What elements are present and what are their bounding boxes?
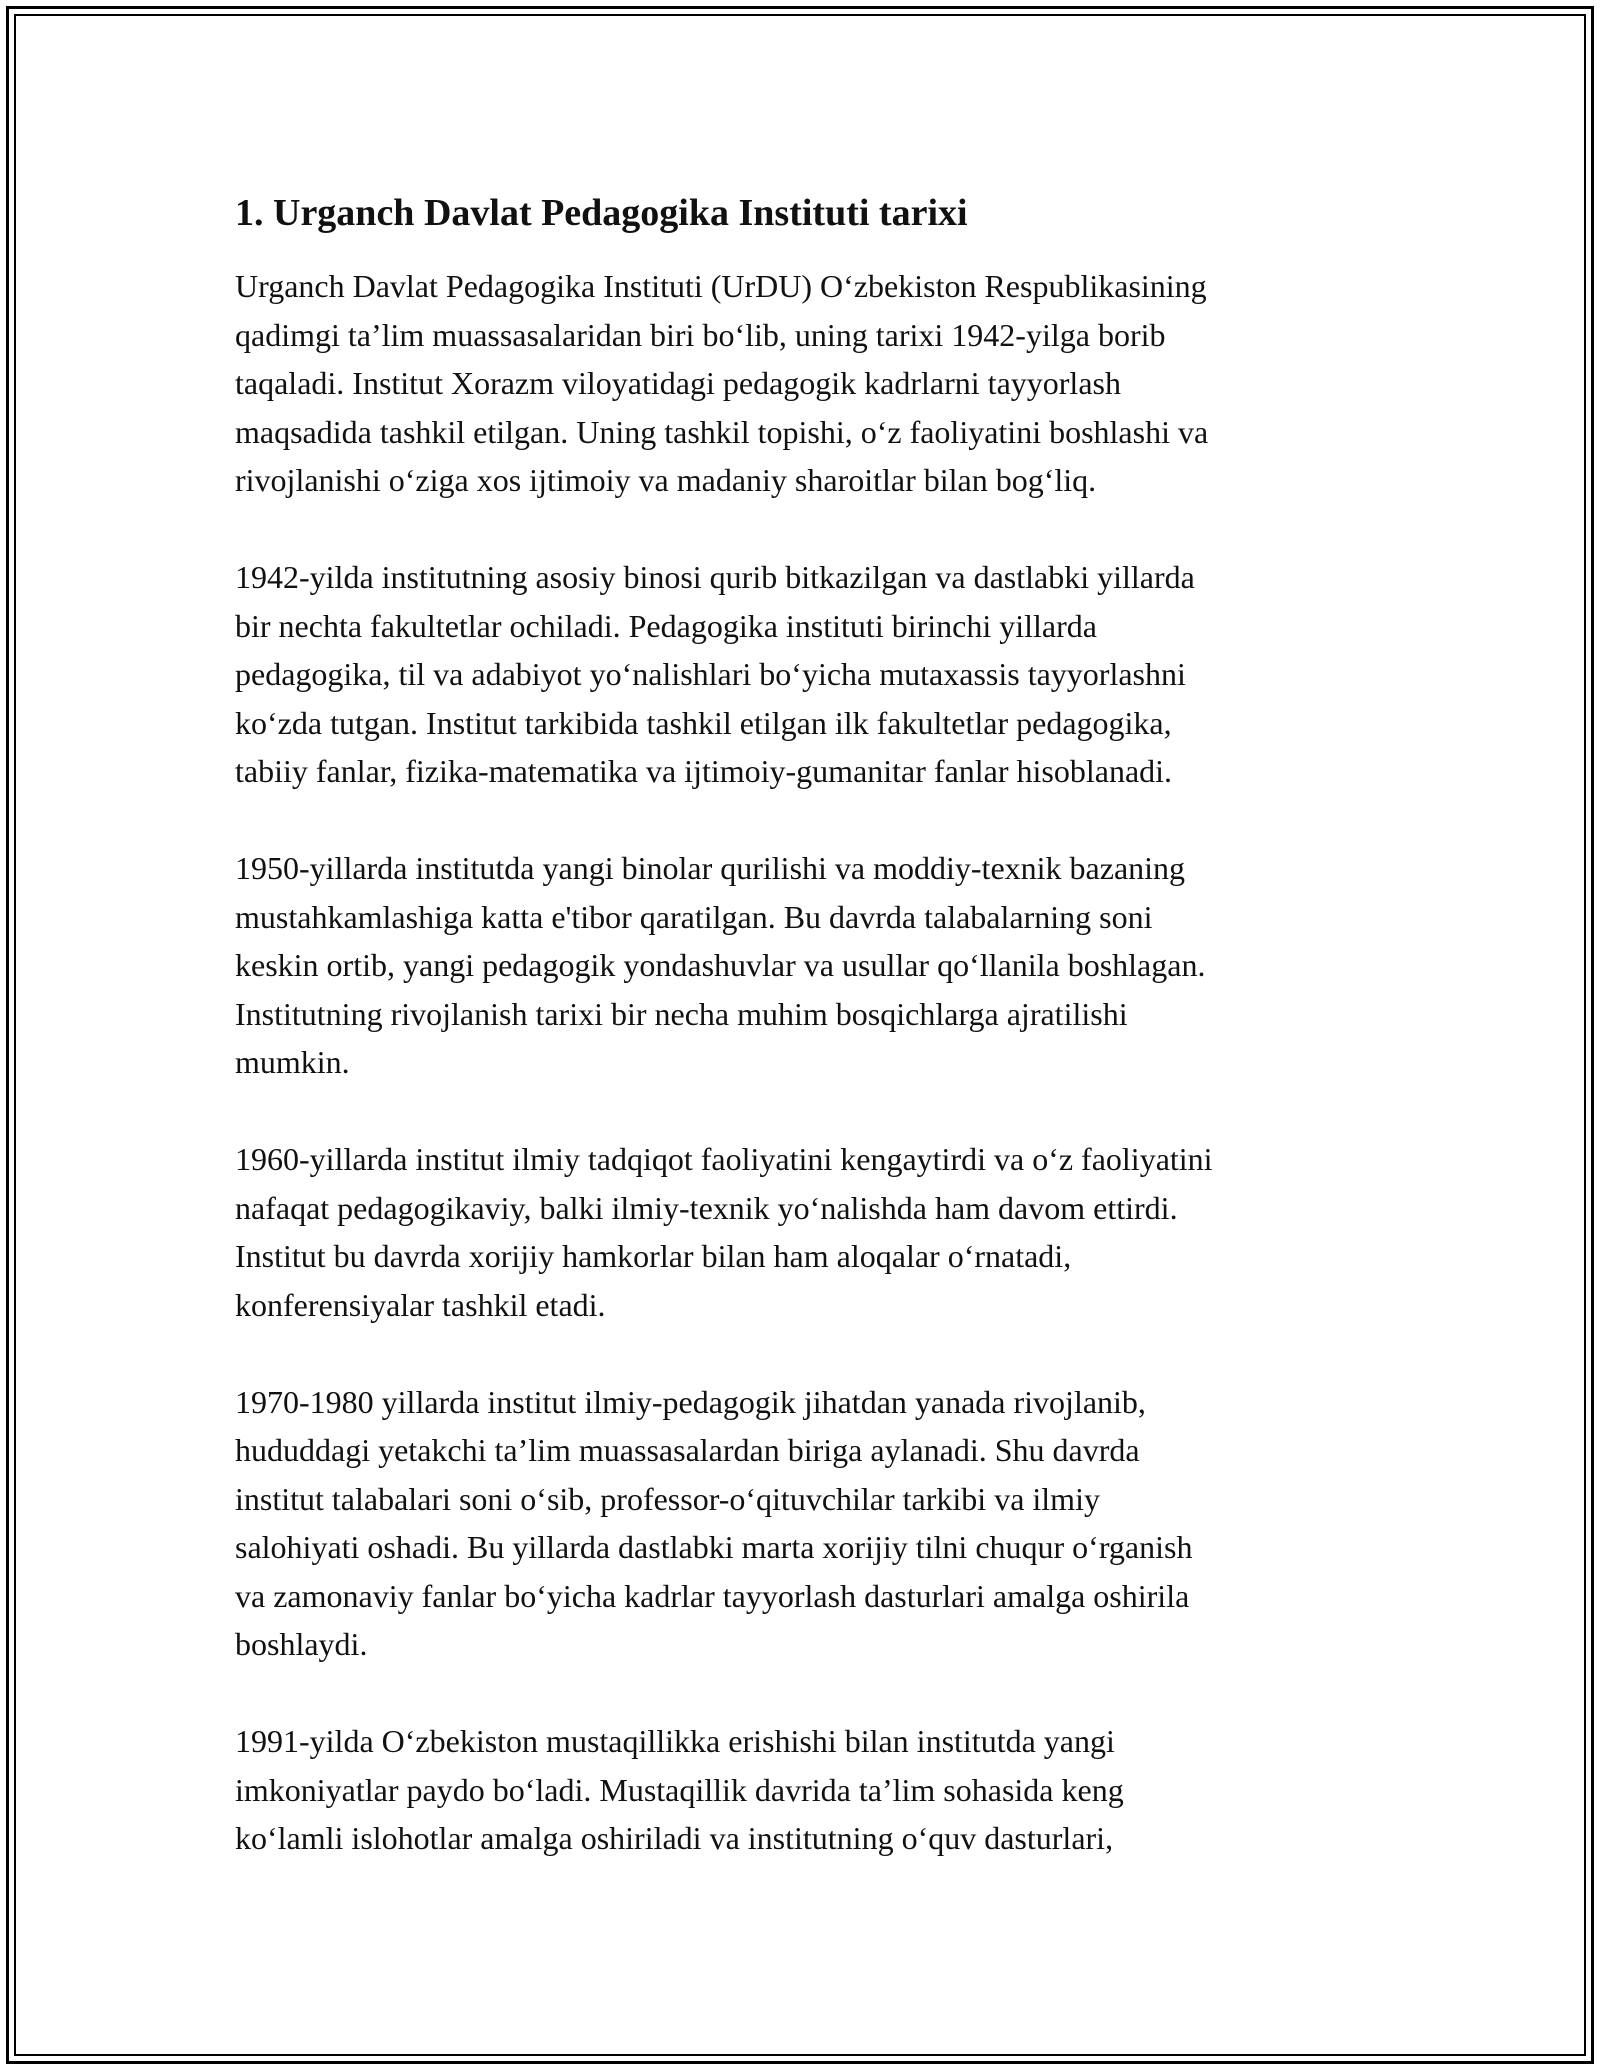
text-line: Institutning rivojlanish tarixi bir necha muhim bosqichlarga ajratilishi	[235, 995, 1128, 1032]
paragraph	[235, 1717, 1365, 1863]
paragraph	[235, 262, 1365, 505]
text-line: nafaqat pedagogikaviy, balki ilmiy-texnik yo‘nalishda ham davom ettirdi.	[235, 1189, 1178, 1226]
text-line: 1991-yilda O‘zbekiston mustaqillikka erishishi bilan institutda yangi	[235, 1723, 1115, 1759]
text-line: va zamonaviy fanlar bo‘yicha kadrlar tayyorlash dasturlari amalga oshirila	[235, 1577, 1190, 1614]
document-body	[235, 186, 1365, 1911]
text-line: pedagogika, til va adabiyot yo‘nalishlari bo‘yicha mutaxassis tayyorlashni	[235, 656, 1186, 692]
paragraph	[235, 844, 1365, 1087]
text-line: maqsadida tashkil etilgan. Uning tashkil topishi, o‘z faoliyatini boshlashi va	[235, 413, 1209, 450]
text-line: hududdagi yetakchi ta’lim muassasalardan biriga aylanadi. Shu davrda	[235, 1432, 1140, 1468]
text-line: rivojlanishi o‘ziga xos ijtimoiy va madaniy sharoitlar bilan bog‘liq.	[235, 462, 1097, 498]
text-line: Urganch Davlat Pedagogika Instituti (UrDU) O‘zbekiston Respublikasining	[235, 268, 1207, 304]
text-line: bir nechta fakultetlar ochiladi. Pedagogika instituti birinchi yillarda	[235, 607, 1097, 644]
text-line: salohiyati oshadi. Bu yillarda dastlabki marta xorijiy tilni chuqur o‘rganish	[235, 1529, 1193, 1565]
text-line: 1950-yillarda institutda yangi binolar qurilishi va moddiy-texnik bazaning	[235, 850, 1186, 886]
paragraph	[235, 1378, 1365, 1669]
text-line: qadimgi ta’lim muassasalaridan biri bo‘lib, uning tarixi 1942-yilga borib	[235, 316, 1166, 353]
text-line: 1960-yillarda institut ilmiy tadqiqot faoliyatini kengaytirdi va o‘z faoliyatini	[235, 1141, 1213, 1177]
text-line: imkoniyatlar paydo bo‘ladi. Mustaqillik davrida ta’lim sohasida keng	[235, 1771, 1124, 1808]
text-line: ko‘zda tutgan. Institut tarkibida tashkil etilgan ilk fakultetlar pedagogika,	[235, 704, 1172, 741]
text-line: konferensiyalar tashkil etadi.	[235, 1286, 606, 1323]
text-line: boshlaydi.	[235, 1626, 368, 1662]
paragraph	[235, 1135, 1365, 1329]
text-line: 1942-yilda institutning asosiy binosi qurib bitkazilgan va dastlabki yillarda	[235, 559, 1195, 595]
text-line: keskin ortib, yangi pedagogik yondashuvlar va usullar qo‘llanila boshlagan.	[235, 947, 1206, 983]
text-line: mustahkamlashiga katta e'tibor qaratilgan. Bu davrda talabalarning soni	[235, 898, 1153, 935]
section-heading: 1. Urganch Davlat Pedagogika Instituti tarixi	[235, 192, 968, 234]
text-line: ko‘lamli islohotlar amalga oshiriladi va institutning o‘quv dasturlari,	[235, 1820, 1114, 1856]
text-line: 1970-1980 yillarda institut ilmiy-pedagogik jihatdan yanada rivojlanib,	[235, 1383, 1146, 1420]
text-line: mumkin.	[235, 1044, 350, 1080]
text-line: taqaladi. Institut Xorazm viloyatidagi pedagogik kadrlarni tayyorlash	[235, 365, 1121, 401]
text-line: Institut bu davrda xorijiy hamkorlar bilan ham aloqalar o‘rnatadi,	[235, 1238, 1072, 1274]
text-line: institut talabalari soni o‘sib, professor-o‘qituvchilar tarkibi va ilmiy	[235, 1480, 1100, 1517]
paragraph	[235, 553, 1365, 796]
text-line: tabiiy fanlar, fizika-matematika va ijtimoiy-gumanitar fanlar hisoblanadi.	[235, 753, 1173, 789]
